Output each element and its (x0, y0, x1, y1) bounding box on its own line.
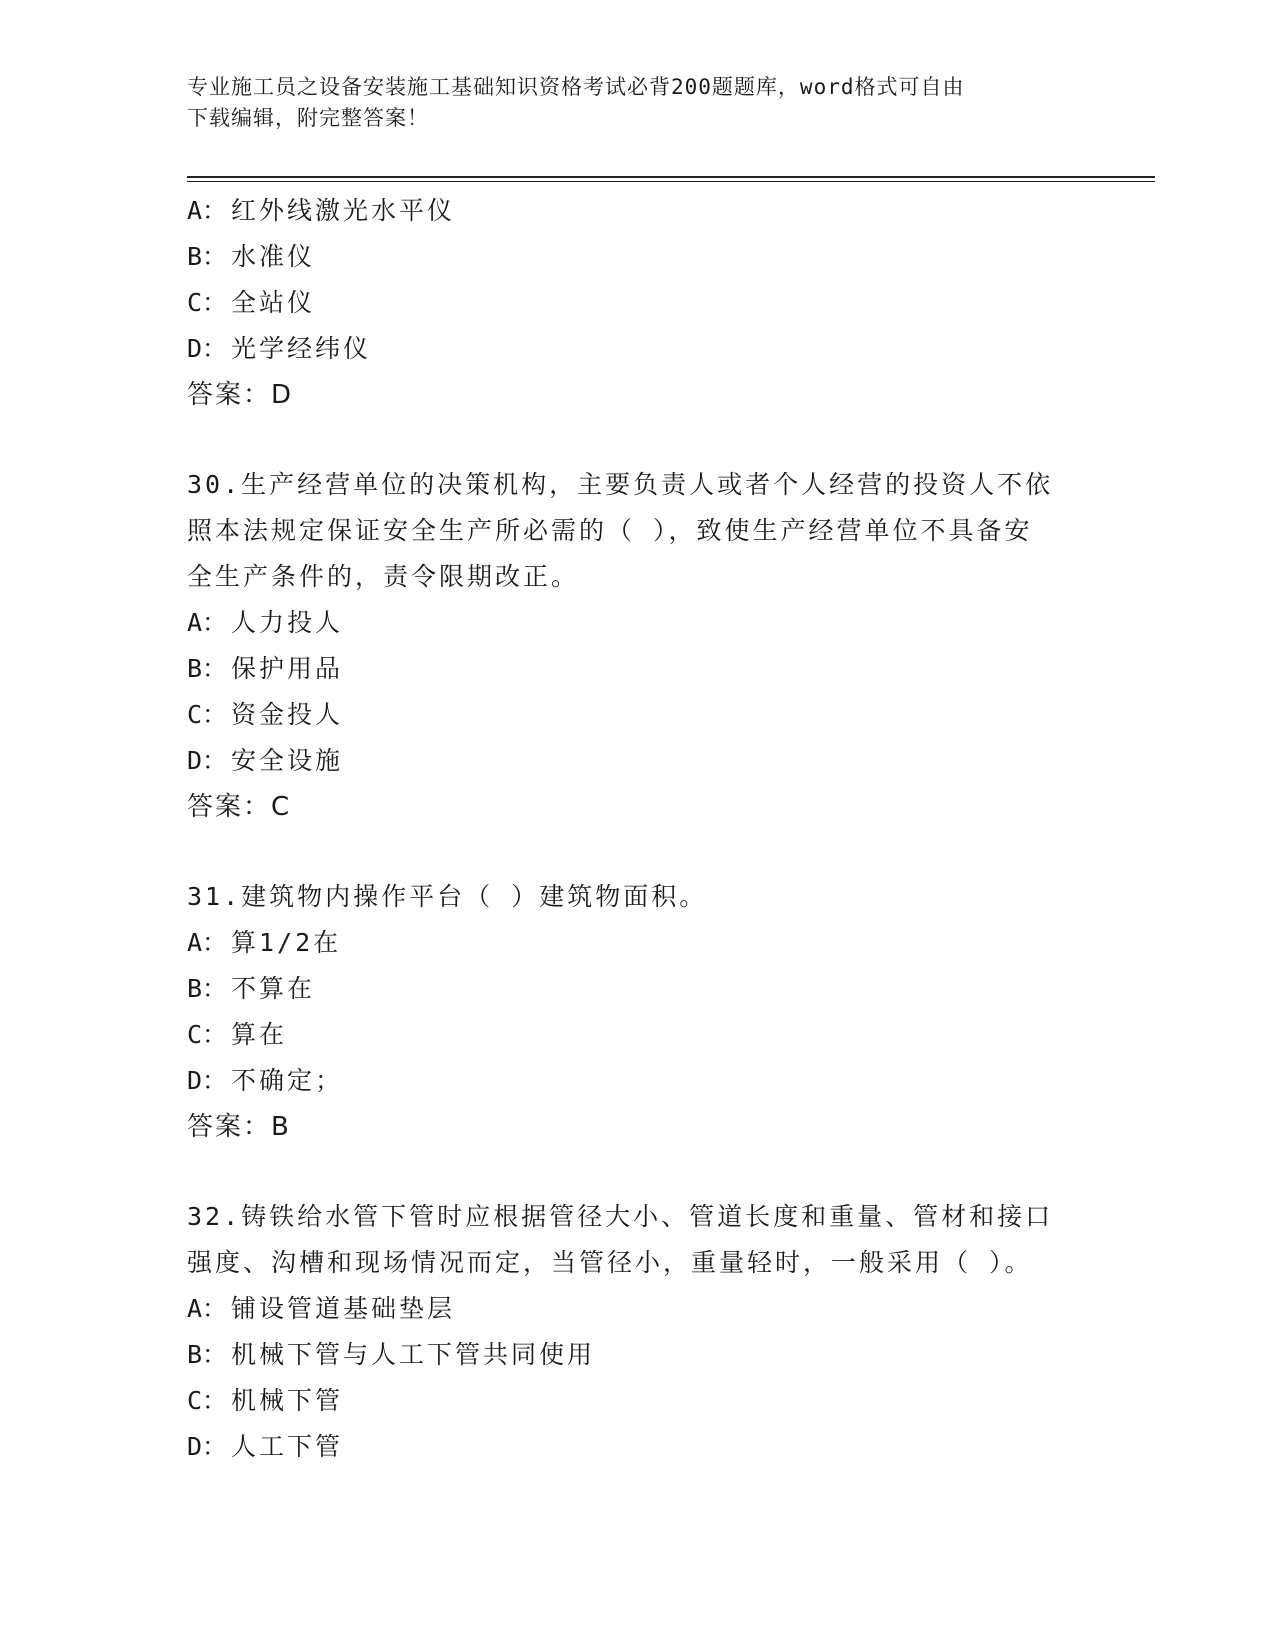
answer-line: 答案：B (187, 1112, 291, 1142)
stem-line: 32.铸铁给水管下管时应根据管径大小、管道长度和重量、管材和接口 (187, 1202, 1054, 1231)
question-32 (187, 1194, 1087, 1470)
stem-line: 强度、沟槽和现场情况而定，当管径小，重量轻时，一般采用（ ）。 (187, 1248, 1033, 1277)
option-b (187, 1332, 1087, 1378)
option-letter: A： (187, 608, 228, 637)
option-text: 铺设管道基础垫层 (231, 1294, 456, 1323)
option-c (187, 1378, 1087, 1424)
question-list (187, 188, 1087, 1470)
option-letter: B： (187, 654, 228, 683)
option-c (187, 280, 1087, 326)
option-b (187, 966, 1087, 1012)
question-30 (187, 462, 1087, 830)
option-d (187, 1424, 1087, 1470)
option-a (187, 600, 1087, 646)
option-d (187, 738, 1087, 784)
option-d (187, 326, 1087, 372)
option-a (187, 1286, 1087, 1332)
option-text: 保护用品 (231, 654, 344, 683)
stem-line: 全生产条件的，责令限期改正。 (187, 562, 580, 591)
option-a (187, 188, 1087, 234)
question-stem (187, 1194, 1087, 1286)
stem-line: 照本法规定保证安全生产所必需的（ ），致使生产经营单位不具备安 (187, 516, 1033, 545)
option-b (187, 646, 1087, 692)
option-text: 机械下管与人工下管共同使用 (231, 1340, 596, 1369)
answer-line: 答案：D (187, 380, 294, 410)
option-text: 全站仪 (231, 288, 316, 317)
question-stem (187, 874, 1087, 920)
option-text: 光学经纬仪 (231, 334, 372, 363)
option-text: 不算在 (231, 974, 316, 1003)
header-line-1: 专业施工员之设备安装施工基础知识资格考试必背200题题库，word格式可自由 (187, 75, 965, 99)
option-d (187, 1058, 1087, 1104)
option-text: 人工下管 (231, 1432, 344, 1461)
option-text: 资金投人 (231, 700, 344, 729)
option-letter: D： (187, 1432, 228, 1461)
option-letter: B： (187, 242, 228, 271)
option-letter: C： (187, 288, 228, 317)
stem-line: 31.建筑物内操作平台（ ）建筑物面积。 (187, 882, 708, 911)
document-header (187, 72, 1067, 134)
option-text: 机械下管 (231, 1386, 344, 1415)
option-text: 算1/2在 (231, 928, 342, 957)
option-letter: C： (187, 1020, 228, 1049)
option-letter: D： (187, 746, 228, 775)
option-letter: A： (187, 928, 228, 957)
option-letter: D： (187, 1066, 228, 1095)
option-letter: B： (187, 974, 228, 1003)
question-31 (187, 874, 1087, 1150)
header-line-2: 下载编辑，附完整答案！ (187, 106, 429, 130)
option-letter: C： (187, 1386, 228, 1415)
option-letter: C： (187, 700, 228, 729)
stem-line: 30.生产经营单位的决策机构，主要负责人或者个人经营的投资人不依 (187, 470, 1054, 499)
option-c (187, 1012, 1087, 1058)
option-b (187, 234, 1087, 280)
option-text: 算在 (231, 1020, 288, 1049)
option-text: 不确定； (231, 1066, 344, 1095)
option-text: 安全设施 (231, 746, 344, 775)
header-divider (187, 176, 1155, 182)
option-text: 人力投人 (231, 608, 344, 637)
question-29 (187, 188, 1087, 418)
question-stem (187, 462, 1087, 600)
option-c (187, 692, 1087, 738)
option-letter: D： (187, 334, 228, 363)
option-letter: A： (187, 196, 228, 225)
option-text: 红外线激光水平仪 (231, 196, 456, 225)
option-letter: A： (187, 1294, 228, 1323)
option-a (187, 920, 1087, 966)
option-text: 水准仪 (231, 242, 316, 271)
answer-line: 答案：C (187, 792, 292, 822)
option-letter: B： (187, 1340, 228, 1369)
